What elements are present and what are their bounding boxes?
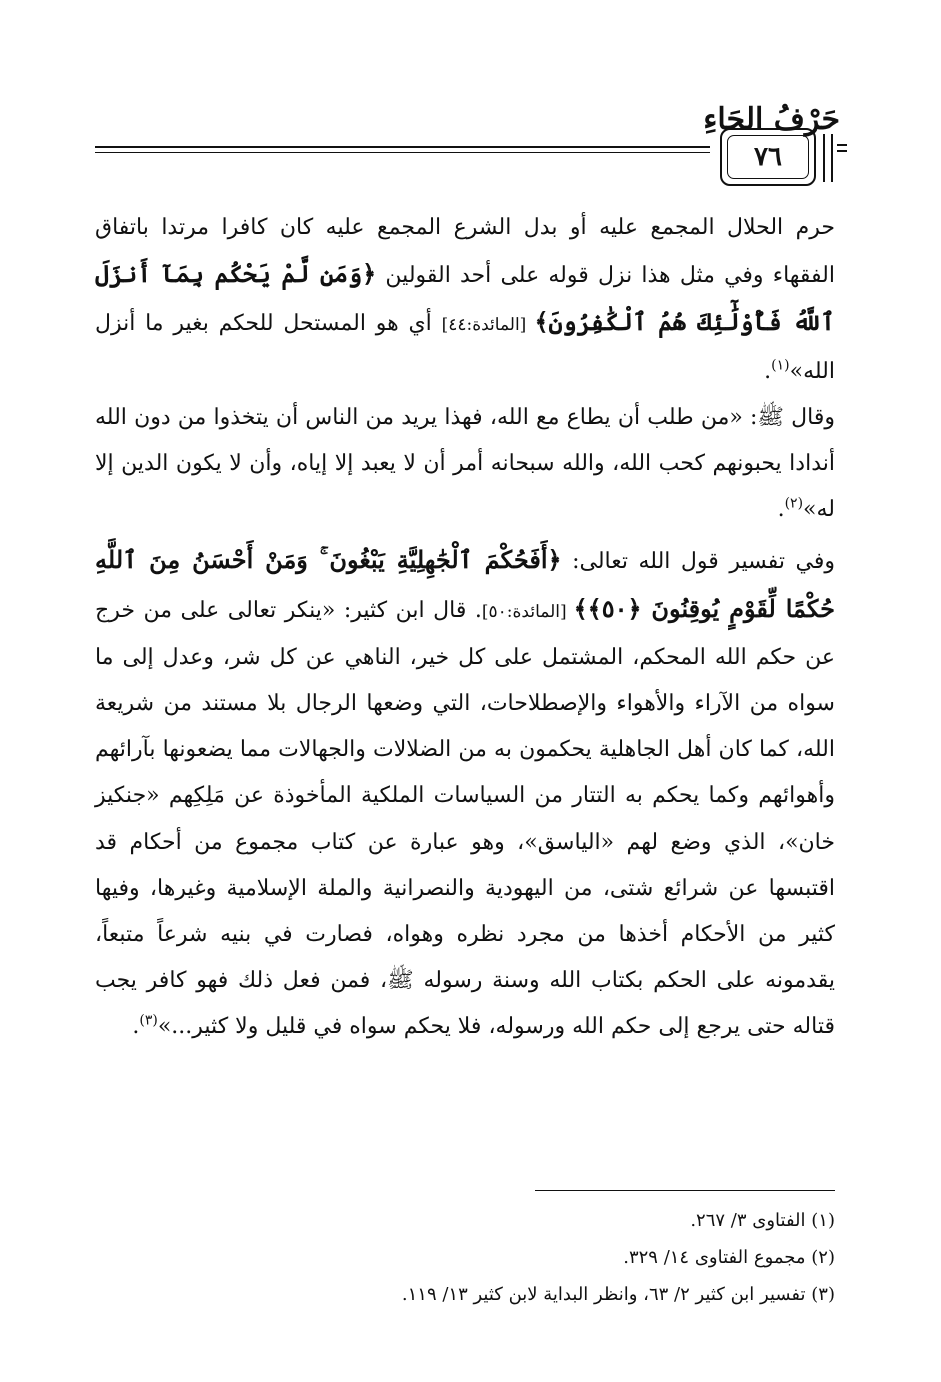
- text-run: .: [764, 358, 772, 384]
- paragraph-2: [95, 395, 835, 534]
- frame-ornament: [823, 134, 833, 182]
- page-number-frame: [720, 128, 816, 186]
- paragraph-1: [95, 205, 835, 395]
- footnote-ref: (١): [771, 357, 790, 374]
- text-run: حرم الحلال المجمع عليه أو بدل الشرع المجمع عليه كان كافرا مرتدا باتفاق الفقهاء وفي مثل هذا نزل قوله على أحد القولين: [95, 215, 836, 289]
- page-number: ٧٦: [727, 135, 809, 179]
- quran-verse: ﴿أَفَحُكْمَ ٱلْجَٰهِلِيَّةِ يَبْغُونَ ۚ وَمَنْ أَحْسَنُ مِنَ ٱللَّهِ حُكْمًا لِّقَوْمٍ يُوقِنُونَ ﴿٥٠﴾﴾: [95, 545, 835, 623]
- footnote-ref: (٣): [139, 1013, 158, 1030]
- paragraph-3: [95, 537, 835, 1050]
- text-run: وفي تفسير قول الله تعالى:: [561, 549, 835, 575]
- text-run: أي هو المستحل للحكم بغير ما أنزل الله»: [95, 311, 835, 384]
- footnote-1: (١) الفتاوى ٣/ ٢٦٧.: [690, 1210, 835, 1231]
- verse-citation: [المائدة:٥٠]: [481, 601, 574, 622]
- chapter-title: حَرْفُ الحَاءِ: [703, 102, 840, 137]
- text-run: . قال ابن كثير: «ينكر تعالى على من خرج عن حكم الله المحكم، المشتمل على كل خير، الناهي عن كل شر، وعدل إلى ما سواه من الآراء والأهواء والإصطلاحات، التي وضعها الرجال بلا مستند من شريعة الله، كما كان أهل الجاهلية يحكمون به من الضلالات والجهالات مما يضعونها بآرائهم وأهوائهم وكما يحكم به التتار من السياسات الملكية المأخوذة عن مَلِكِهم «جنكيز خان»، الذي وضع لهم «الياسق»، وهو عبارة عن كتاب مجموع من أحكام قد اقتبسها عن شرائع شتى، من اليهودية والنصرانية والملة الإسلامية وغيرها، وفيها كثير من الأحكام أخذها من مجرد نظره وهواه، فصارت في بنيه شرعاً متبعاً، يقدمونه على الحكم بكتاب الله وسنة رسوله ﷺ، فمن فعل ذلك فهو كافر يجب قتاله حتى يرجع إلى حكم الله ورسوله، فلا يحكم سواه في قليل ولا كثير...»: [95, 597, 835, 1040]
- page-header: [95, 100, 840, 190]
- header-rule: [95, 146, 710, 148]
- text-run: وقال ﷺ: «من طلب أن يطاع مع الله، فهذا يريد من الناس أن يتخذوا من دون الله أندادا يحبونهم كحب الله، والله سبحانه أمر أن لا يعبد إلا إياه، وأن لا يكون الدين إلا له»: [95, 404, 835, 523]
- footnote-2: (٢) مجموع الفتاوى ١٤/ ٣٢٩.: [623, 1247, 835, 1268]
- text-run: .: [132, 1014, 140, 1040]
- footnote-ref: (٢): [784, 495, 804, 512]
- text-run: .: [777, 497, 785, 523]
- footnotes: [95, 1202, 835, 1313]
- footnote-separator: [535, 1190, 835, 1191]
- footnote-3: (٣) تفسير ابن كثير ٢/ ٦٣، وانظر البداية لابن كثير ١٣/ ١١٩.: [401, 1284, 835, 1305]
- quran-verse: ﴿وَمَن لَّمْ يَحْكُم بِمَآ أَنزَلَ ٱللَّهُ فَأُوْلَٰٓئِكَ هُمُ ٱلْكَٰفِرُونَ﴾: [95, 259, 835, 337]
- main-text: [95, 205, 835, 1051]
- frame-ornament-dash: [837, 144, 847, 152]
- header-rule-thin: [95, 152, 710, 153]
- verse-citation: [المائدة:٤٤]: [441, 315, 535, 336]
